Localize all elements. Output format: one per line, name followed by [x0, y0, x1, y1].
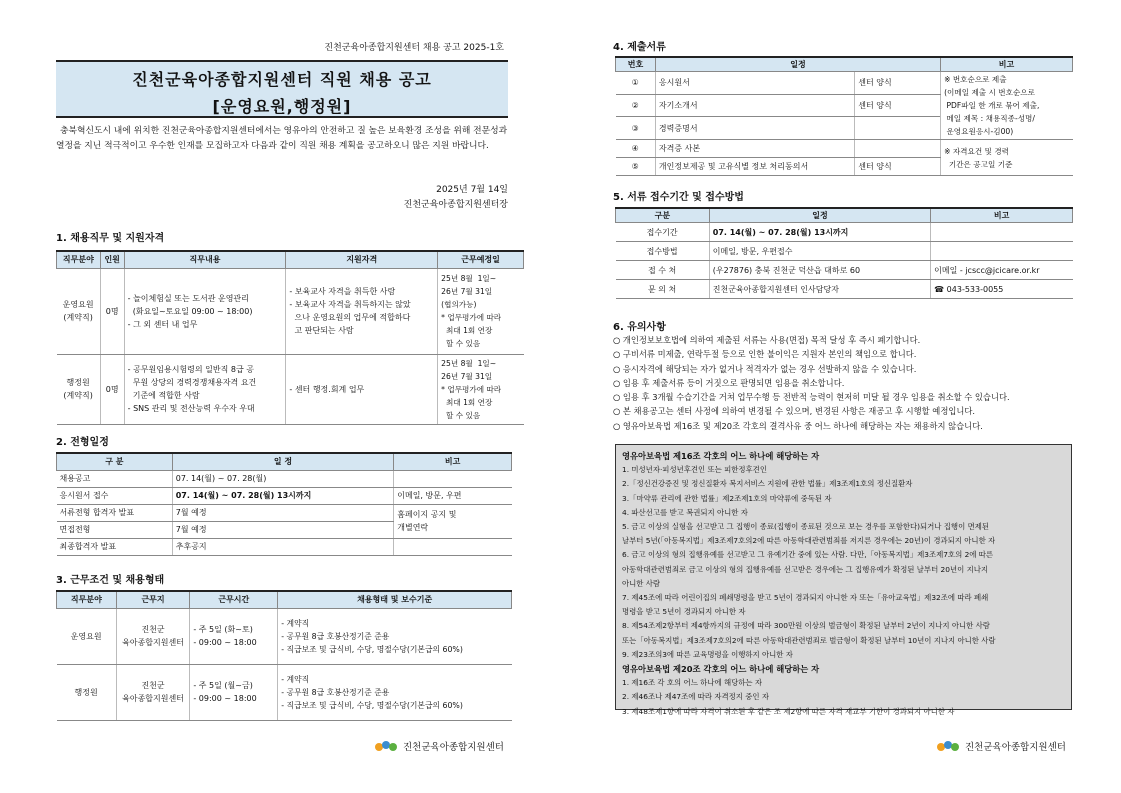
s4-header-doc: 일정 — [655, 57, 940, 72]
section6-title: 6. 유의사항 — [613, 322, 666, 333]
s3-header-field: 직무분야 — [57, 591, 117, 608]
schedule-date: 7월 예정 — [172, 504, 394, 521]
s5-header-schedule: 일정 — [709, 208, 930, 223]
doc-no: ② — [616, 94, 656, 117]
s1-header-period: 근무예정일 — [438, 251, 524, 268]
list-item: 아니한 사람 — [622, 578, 661, 588]
s5-header-note: 비고 — [931, 208, 1073, 223]
s3-header-hours: 근무시간 — [190, 591, 278, 608]
job-quals: - 보육교사 자격을 취득한 사람 - 보육교사 자격을 취득하지는 않았 으나 운영요원의 업무에 적합하다 고 판단되는 사람 — [286, 268, 438, 354]
work-place: 진천군 육아종합지원센터 — [116, 664, 190, 720]
receipt-kind: 접수기간 — [616, 223, 710, 242]
list-item: 7. 제45조에 따라 어린이집의 폐쇄명령을 받고 5년이 경과되지 아니한 자 또는「유아교육법」제32조에 따라 폐쇄 — [622, 593, 989, 603]
schedule-kind: 서류전형 합격자 발표 — [57, 504, 173, 521]
doc-name: 개인정보제공 및 고유식별 정보 처리동의서 — [655, 158, 854, 176]
schedule-kind: 채용공고 — [57, 470, 173, 487]
s4-header-no: 번호 — [616, 57, 656, 72]
table-row — [57, 538, 512, 555]
receipt-email[interactable]: 이메일 - jcscc@jcicare.or.kr — [931, 261, 1073, 280]
list-item: 1. 제16조 각 호의 어느 하나에 해당하는 자 — [622, 678, 762, 688]
s3-header-terms: 채용형태 및 보수기준 — [278, 591, 512, 608]
doc-name: 응시원서 — [655, 72, 854, 95]
center-logo-icon — [935, 739, 961, 753]
table-row — [616, 72, 1073, 95]
list-item: 날부터 5년(「아동복지법」제3조제7호의2에 따른 아동학대관련범죄를 저지른 경우에는 20년)이 경과되지 아니한 자 — [622, 536, 996, 546]
doc-name: 자격증 사본 — [655, 140, 854, 158]
receipt-note — [931, 223, 1073, 242]
doc-name: 경력증명서 — [655, 117, 854, 140]
list-item: 8. 제54조제2항부터 제4항까지의 규정에 따라 300만원 이상의 벌금형이 확정된 날부터 2년이 지나지 아니한 사람 — [622, 621, 990, 631]
date-block — [404, 183, 508, 213]
s1-header-field: 직무분야 — [57, 251, 101, 268]
section2-title: 2. 전형일정 — [56, 437, 109, 448]
footer-org: 진천군육아종합지원센터 — [965, 742, 1066, 753]
schedule-kind: 응시원서 접수 — [57, 487, 173, 504]
schedule-date: 추후공지 — [172, 538, 394, 555]
list-item: 1. 미성년자·피성년후견인 또는 피한정후견인 — [622, 465, 767, 475]
job-quals: - 센터 행정.회계 업무 — [286, 354, 438, 424]
s4-header-note: 비고 — [941, 57, 1073, 72]
doc-form: 센터 양식 — [855, 158, 941, 176]
list-item: 또는「아동복지법」제3조제7호의2에 따른 아동학대관련범죄로 벌금형이 확정된 날부터 10년이 지나지 아니한 사람 — [622, 635, 996, 645]
box-heading: 영유아보육법 제20조 각호의 어느 하나에 해당하는 자 — [622, 664, 820, 675]
issuer: 진천군육아종합지원센터장 — [403, 200, 508, 210]
work-field: 운영요원 — [57, 608, 117, 664]
doc-no: ⑤ — [616, 158, 656, 176]
list-item: 4. 파산선고를 받고 복권되지 아니한 자 — [622, 507, 748, 517]
receipt-phone[interactable]: ☎ 043-533-0055 — [931, 280, 1073, 299]
schedule-kind: 면접전형 — [57, 521, 173, 538]
list-item: 3.「마약류 관리에 관한 법률」제2조제1호의 마약류에 중독된 자 — [622, 493, 832, 503]
receipt-kind: 접 수 처 — [616, 261, 710, 280]
doc-note: ※ 자격요건 및 경력 기간은 공고일 기준 — [941, 140, 1073, 176]
intro-text: 충북혁신도시 내에 위치한 진천군육아종합지원센터에서는 영유아의 안전하고 질 높은 보육환경 조성을 위해 전문성과 열정을 지닌 적극적이고 우수한 인재를 모집하고자 다음과 같이 직원 채용 계획을 공고하오니 많은 지원 바랍니다. — [56, 126, 508, 151]
list-item: 6. 금고 이상의 형의 집행유예를 선고받고 그 유예기간 중에 있는 사람. 다만,「아동복지법」제3조제7호의 2에 따른 — [622, 550, 994, 560]
list-item: 5. 금고 이상의 실형을 선고받고 그 집행이 종료(집행이 종료된 것으로 보는 경우를 포함한다)되거나 집행이 면제된 — [622, 522, 989, 532]
s2-header-schedule: 일 정 — [172, 453, 394, 470]
table-row — [616, 280, 1073, 299]
page-subtitle: [운영요원,행정원] — [212, 97, 352, 116]
table-row — [57, 487, 512, 504]
s5-header-kind: 구분 — [616, 208, 710, 223]
list-item: ○ 영유아보육법 제16조 및 제20조 각호의 결격사유 중 어느 하나에 해당하는 자는 채용하지 않습니다. — [613, 420, 983, 431]
table-row — [616, 261, 1073, 280]
work-hours: - 주 5일 (화~토) - 09:00 ~ 18:00 — [190, 608, 278, 664]
job-duties: - 놀이체험실 또는 도서관 운영관리 (화요일~토요일 09:00 ~ 18:00) - 그 외 센터 내 업무 — [124, 268, 286, 354]
schedule-date: 07. 14(월) ~ 07. 28(월) 13시까지 — [172, 487, 394, 504]
footer-org: 진천군육아종합지원센터 — [403, 742, 504, 753]
schedule-note: 홈페이지 공지 및 개별연락 — [394, 504, 512, 538]
footer-right — [935, 739, 1066, 753]
job-field: 운영요원 (계약직) — [57, 268, 101, 354]
table-row — [57, 608, 512, 664]
list-item: ○ 본 채용공고는 센터 사정에 의하여 변경될 수 있으며, 변경된 사항은 재공고 후 시행할 예정입니다. — [613, 406, 976, 417]
doc-no: ③ — [616, 117, 656, 140]
list-item: 9. 제23조의3에 따른 교육명령을 이행하지 아니한 자 — [622, 649, 793, 659]
footer-left — [373, 739, 504, 753]
table-row — [616, 223, 1073, 242]
work-hours: - 주 5일 (월~금) - 09:00 ~ 18:00 — [190, 664, 278, 720]
page-title: 진천군육아종합지원센터 직원 채용 공고 — [132, 70, 432, 89]
list-item: ○ 임용 후 3개월 수습기간을 거쳐 업무수행 등 전반적 능력이 현저히 미달 될 경우 임용을 취소할 수 있습니다. — [613, 392, 1010, 403]
s1-header-quals: 지원자격 — [286, 251, 438, 268]
table-row — [616, 140, 1073, 158]
section4-table — [615, 56, 1073, 176]
list-item: 3. 제48조제1항에 따라 자격이 취소된 후 같은 조 제2항에 따른 자격 재교부 기한이 경과되지 아니한 자 — [622, 706, 955, 716]
s3-header-place: 근무지 — [116, 591, 190, 608]
schedule-date: 7월 예정 — [172, 521, 394, 538]
job-count: 0명 — [100, 268, 124, 354]
receipt-value: 이메일, 방문, 우편접수 — [709, 242, 930, 261]
job-period: 25년 8월 1일~ 26년 7월 31일 (협의가능) * 업무평가에 따라 최대 1회 연장 할 수 있음 — [438, 268, 524, 354]
job-period: 25년 8월 1일~ 26년 7월 31일 * 업무평가에 따라 최대 1회 연장 할 수 있음 — [438, 354, 524, 424]
list-item: ○ 개인정보보호법에 의하여 제출된 서류는 사용(면접) 목적 달성 후 즉시 폐기합니다. — [613, 335, 921, 345]
s2-header-kind: 구 분 — [57, 453, 173, 470]
list-item: 명령을 받고 5년이 경과되지 아니한 자 — [622, 607, 746, 617]
job-count: 0명 — [100, 354, 124, 424]
s2-header-note: 비고 — [394, 453, 512, 470]
table-row — [57, 268, 524, 354]
disqualification-box — [615, 444, 1072, 716]
notice-number: 진천군육아종합지원센터 채용 공고 2025-1호 — [324, 43, 504, 53]
schedule-date: 07. 14(월) ~ 07. 28(월) — [172, 470, 394, 487]
receipt-value: 진천군육아종합지원센터 인사담당자 — [709, 280, 930, 299]
table-row — [57, 470, 512, 487]
doc-form: 센터 양식 — [855, 72, 941, 95]
schedule-kind: 최종합격자 발표 — [57, 538, 173, 555]
job-duties: - 공무원임용시험령의 일반직 8급 공 무원 상당의 경력경쟁채용자격 요건 기준에 적합한 사람 - SNS 관리 및 전산능력 우수자 우대 — [124, 354, 286, 424]
table-row — [57, 504, 512, 521]
doc-form — [855, 117, 941, 140]
section3-table — [56, 590, 512, 721]
receipt-note — [931, 242, 1073, 261]
list-item: ○ 임용 후 제출서류 등이 거짓으로 판명되면 임용을 취소합니다. — [613, 377, 845, 388]
section2-table — [56, 452, 512, 556]
section1-title: 1. 채용직무 및 지원자격 — [56, 233, 165, 244]
table-row — [57, 664, 512, 720]
doc-note: ※ 번호순으로 제출 (이메일 제출 시 번호순으로 PDF파일 한 개로 묶어 제출, 메일 제목 : 채용직종-성명/ 운영요원응시-김00) — [941, 72, 1073, 140]
doc-no: ① — [616, 72, 656, 95]
work-terms: - 계약직 - 공무원 8급 호봉산정기준 준용 - 직급보조 및 급식비, 수당, 명절수당(기본급의 60%) — [278, 664, 512, 720]
work-terms: - 계약직 - 공무원 8급 호봉산정기준 준용 - 직급보조 및 급식비, 수당, 명절수당(기본급의 60%) — [278, 608, 512, 664]
section4-title: 4. 제출서류 — [613, 42, 666, 53]
list-item: 2.「정신건강증진 및 정신질환자 복지서비스 지원에 관한 법률」제3조제1호의 정신질환자 — [622, 479, 913, 489]
doc-name: 자기소개서 — [655, 94, 854, 117]
work-field: 행정원 — [57, 664, 117, 720]
section1-table — [56, 250, 524, 425]
job-field: 행정원 (계약직) — [57, 354, 101, 424]
doc-form — [855, 140, 941, 158]
title-box — [56, 60, 508, 118]
work-place: 진천군 육아종합지원센터 — [116, 608, 190, 664]
s1-header-count: 인원 — [100, 251, 124, 268]
list-item: 2. 제46조나 제47조에 따라 자격정지 중인 자 — [622, 692, 770, 702]
doc-no: ④ — [616, 140, 656, 158]
section3-title: 3. 근무조건 및 채용형태 — [56, 575, 165, 586]
schedule-note: 이메일, 방문, 우편 — [394, 487, 512, 504]
list-item: 아동학대관련범죄로 금고 이상의 형의 집행유예를 선고받은 경우에는 그 집행유예가 확정된 날부터 20년이 지나지 — [622, 564, 989, 574]
section5-table — [615, 207, 1073, 299]
table-row — [616, 242, 1073, 261]
section5-title: 5. 서류 접수기간 및 접수방법 — [613, 192, 744, 203]
notes-list — [613, 333, 1073, 433]
list-item: ○ 구비서류 미제출, 연락두절 등으로 인한 불이익은 지원자 본인의 책임으로 합니다. — [613, 349, 917, 360]
receipt-value: (우27876) 충북 진천군 덕산읍 대하로 60 — [709, 261, 930, 280]
table-row — [57, 354, 524, 424]
notice-date: 2025년 7월 14일 — [436, 185, 508, 195]
receipt-kind: 문 의 처 — [616, 280, 710, 299]
center-logo-icon — [373, 739, 399, 753]
box-heading: 영유아보육법 제16조 각호의 어느 하나에 해당하는 자 — [622, 451, 820, 461]
list-item: ○ 응시자격에 해당되는 자가 없거나 적격자가 없는 경우 선발하지 않을 수 있습니다. — [613, 363, 917, 374]
receipt-kind: 접수방법 — [616, 242, 710, 261]
left-page — [0, 0, 560, 793]
receipt-value: 07. 14(월) ~ 07. 28(월) 13시까지 — [709, 223, 930, 242]
s1-header-duties: 직무내용 — [124, 251, 286, 268]
doc-form: 센터 양식 — [855, 94, 941, 117]
